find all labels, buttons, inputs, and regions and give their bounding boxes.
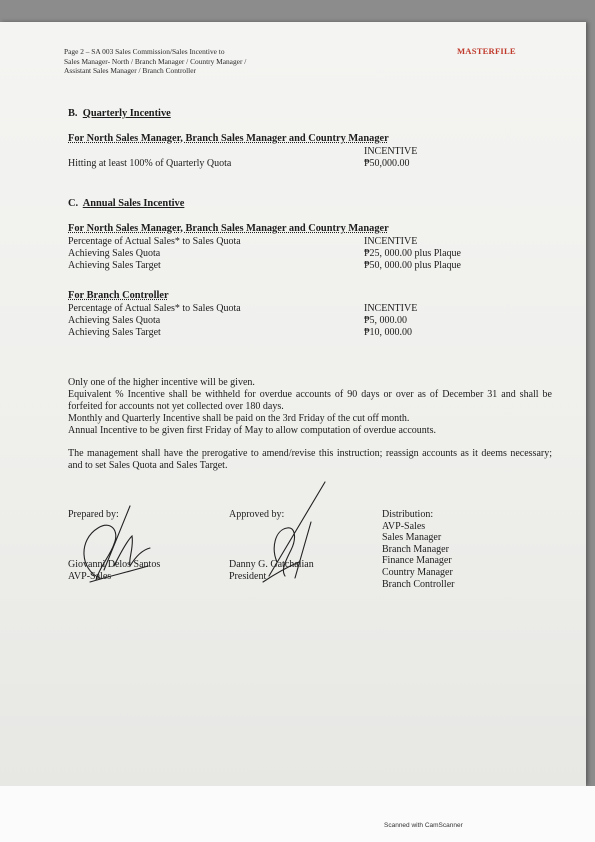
row-value: INCENTIVE xyxy=(364,236,418,247)
header-line: Sales Manager- North / Branch Manager / Country Manager / xyxy=(64,56,247,66)
table-row xyxy=(68,303,548,315)
section-title: Quarterly Incentive xyxy=(82,108,171,119)
row-label: Achieving Sales Quota xyxy=(68,315,161,326)
prepared-by-signature xyxy=(70,500,160,590)
header-line: Page 2 – SA 003 Sales Commission/Sales Incentive to xyxy=(64,47,225,56)
note-paragraph: Equivalent % Incentive shall be withheld for overdue accounts of 90 days or over as of December 31 and shall be forfeited for accounts not yet collected over 180 days. xyxy=(68,389,552,412)
section-letter: B. xyxy=(68,108,78,119)
note-paragraph: The management shall have the prerogative to amend/revise this instruction; reassign accounts as it deems necessary; and to set Sales Quota and Sales Target. xyxy=(68,448,552,471)
row-label: Percentage of Actual Sales* to Sales Quota xyxy=(68,303,241,314)
section-b-heading xyxy=(68,108,171,119)
distribution-list xyxy=(382,509,454,590)
distribution-item: Branch Manager xyxy=(382,543,449,555)
column-header-row xyxy=(68,146,548,158)
row-value: ₱5, 000.00 xyxy=(364,315,408,326)
section-letter: C. xyxy=(68,198,79,209)
table-row xyxy=(68,158,548,170)
masterfile-stamp: MASTERFILE xyxy=(457,46,516,56)
table-row xyxy=(68,248,548,260)
distribution-item: Sales Manager xyxy=(382,532,442,544)
table-row xyxy=(68,327,548,339)
row-value: ₱50, 000.00 plus Plaque xyxy=(364,260,461,271)
row-value: INCENTIVE xyxy=(364,303,418,314)
note-line: Monthly and Quarterly Incentive shall be paid on the 3rd Friday of the cut off month. xyxy=(68,413,410,424)
note-line: Only one of the higher incentive will be given. xyxy=(68,377,255,388)
prepared-by-name: Giovanni Delos Santos xyxy=(68,559,161,570)
row-value: ₱10, 000.00 xyxy=(364,327,413,338)
table-row xyxy=(68,236,548,248)
header-line: Assistant Sales Manager / Branch Controller xyxy=(64,66,196,76)
scanner-watermark: Scanned with CamScanner xyxy=(384,822,463,829)
prepared-by-label: Prepared by: xyxy=(68,509,119,520)
table-row xyxy=(68,260,548,272)
table-row xyxy=(68,315,548,327)
approved-by-name: Danny G. Gatchalian xyxy=(229,559,314,570)
section-c-group2-subtitle: For Branch Controller xyxy=(68,290,169,301)
note-line: Annual Incentive to be given first Friday of May to allow computation of overdue accounts. xyxy=(68,425,436,436)
approved-by-title: President xyxy=(229,571,267,582)
scan-margin xyxy=(0,786,595,842)
prepared-by-title: AVP-Sales xyxy=(68,571,112,582)
row-value: ₱50,000.00 xyxy=(364,158,410,169)
row-label: Percentage of Actual Sales* to Sales Quota xyxy=(68,236,241,247)
section-title: Annual Sales Incentive xyxy=(82,198,185,209)
row-label: Achieving Sales Target xyxy=(68,260,161,271)
page-header xyxy=(64,47,246,76)
distribution-label: Distribution: xyxy=(382,509,434,520)
incentive-column-header: INCENTIVE xyxy=(364,146,418,157)
distribution-item: Finance Manager xyxy=(382,555,452,567)
distribution-item: AVP-Sales xyxy=(382,520,426,532)
row-label: Achieving Sales Quota xyxy=(68,248,161,259)
row-label: Hitting at least 100% of Quarterly Quota xyxy=(68,158,232,169)
approved-by-signature xyxy=(255,478,335,588)
row-value: ₱25, 000.00 plus Plaque xyxy=(364,248,461,259)
distribution-item: Branch Controller xyxy=(382,578,455,590)
section-c-group1-subtitle: For North Sales Manager, Branch Sales Manager and Country Manager xyxy=(68,223,389,234)
distribution-item: Country Manager xyxy=(382,566,453,578)
section-b-subtitle: For North Sales Manager, Branch Sales Manager and Country Manager xyxy=(68,133,389,144)
row-label: Achieving Sales Target xyxy=(68,327,161,338)
approved-by-label: Approved by: xyxy=(229,509,285,520)
section-c-heading xyxy=(68,198,184,209)
